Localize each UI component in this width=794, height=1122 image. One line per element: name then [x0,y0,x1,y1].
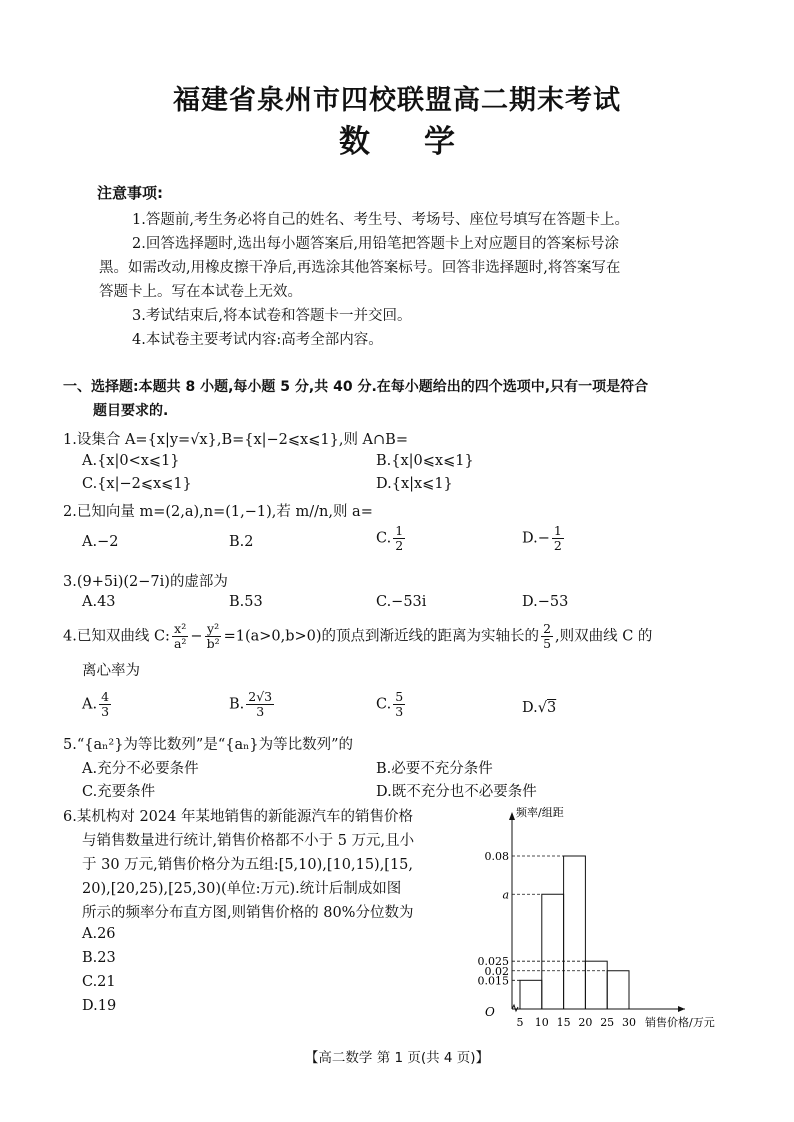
q4-f2-num: y² [207,621,220,636]
y-tick-label: 0.08 [484,850,509,863]
x-tick-label: 30 [622,1016,636,1029]
x-axis-label: 销售价格/万元 [645,1016,715,1029]
q2-c-fraction [393,524,405,553]
q4-b-fraction [246,690,274,719]
y-tick-label: 0.025 [477,955,509,969]
q4-fraction-x [172,622,188,651]
q4-c-num: 5 [395,689,404,704]
q4-f3-den: 5 [543,636,552,651]
q4-fraction-ratio [541,622,553,651]
frequency-histogram [455,798,745,1030]
q2-option-b: B.2 [229,534,254,550]
q6-line-5: 所示的频率分布直方图,则销售价格的 80%分位数为 [82,905,414,921]
q4-option-c [376,690,407,719]
x-tick-label: 25 [600,1016,615,1029]
q3-option-c: C.−53i [376,594,427,610]
q4-f1-num: x² [174,621,187,636]
section-1-heading-cont: 题目要求的. [93,403,169,419]
q3-stem: 3.(9+5i)(2−7i)的虚部为 [63,574,228,590]
q2-c-den: 2 [395,538,404,553]
notice-item-1: 1.答题前,考生务必将自己的姓名、考生号、考场号、座位号填写在答题卡上。 [132,212,629,228]
q4-option-a [82,690,113,719]
y-axis-label: 频率/组距 [516,806,564,819]
notice-item-2-line-3: 答题卡上。写在本试卷上无效。 [99,284,302,300]
q4-f2-den: b² [206,636,220,651]
q1-option-a: A.{x|0<x⩽1} [82,453,180,469]
q1-option-c: C.{x|−2⩽x⩽1} [82,476,192,492]
q2-option-d [522,524,566,553]
q4-fraction-y [205,622,222,651]
histogram-bar [564,856,586,1009]
q4-d-label: D. [522,700,538,716]
q5-option-a: A.充分不必要条件 [82,761,199,777]
q6-line-1: 6.某机构对 2024 年某地销售的新能源汽车的销售价格 [63,809,413,825]
x-tick-label: 10 [534,1016,549,1029]
axis-break [512,1005,518,1011]
q3-option-b: B.53 [229,594,263,610]
x-axis-arrow [678,1006,685,1012]
y-axis-arrow [509,812,515,820]
q4-a-num: 4 [101,689,110,704]
q1-option-b: B.{x|0⩽x⩽1} [376,453,474,469]
q5-stem: 5.“{aₙ²}为等比数列”是“{aₙ}为等比数列”的 [63,737,354,753]
notice-item-3: 3.考试结束后,将本试卷和答题卡一并交回。 [132,308,412,324]
q2-option-c [376,524,407,553]
q4-b-num: 2√3 [248,689,273,704]
q2-d-label: D.− [522,530,550,547]
exam-title: 福建省泉州市四校联盟高二期末考试 [173,85,621,116]
q4-option-d [522,700,556,716]
q6-option-c: C.21 [82,974,116,990]
section-1-heading: 一、选择题:本题共 8 小题,每小题 5 分,共 40 分.在每小题给出的四个选项中,只有一项是符合 [63,379,649,395]
q3-option-a: A.43 [82,594,116,610]
q6-line-2: 与销售数量进行统计,销售价格都不小于 5 万元,且小 [82,833,415,849]
q4-c-fraction [393,690,405,719]
q4-minus: − [190,628,203,645]
x-tick-label: 15 [556,1016,571,1029]
x-tick-label: 5 [516,1016,524,1029]
histogram-bar [607,971,629,1009]
histogram-bar [542,894,564,1009]
q6-option-b: B.23 [82,950,116,966]
q4-a-fraction [99,690,111,719]
q4-c-label: C. [376,696,392,713]
q6-line-4: 20),[20,25),[25,30)(单位:万元).统计后制成如图 [82,881,402,897]
q5-option-c: C.充要条件 [82,784,156,800]
q4-stem [63,622,652,651]
q4-f3-num: 2 [543,621,552,636]
q4-f1-den: a² [173,636,187,651]
q2-d-num: 1 [553,523,562,538]
q4-d-radicand: 3 [546,700,557,716]
q2-option-a: A.−2 [82,534,119,550]
q1-stem: 1.设集合 A={x|y=√x},B={x|−2⩽x⩽1},则 A∩B= [63,432,408,448]
y-tick-label: 0.02 [484,964,509,978]
q6-option-a: A.26 [82,926,116,942]
q4-stem-line-2: 离心率为 [82,663,140,679]
q4-stem-a: 4.已知双曲线 C: [63,628,170,645]
q4-b-den: 3 [256,704,265,719]
q4-a-den: 3 [101,704,110,719]
q2-c-num: 1 [395,523,404,538]
q2-stem: 2.已知向量 m=(2,a),n=(1,−1),若 m//n,则 a= [63,504,373,520]
q4-b-label: B. [229,696,245,713]
q2-c-label: C. [376,530,392,547]
q2-d-fraction [552,524,564,553]
q6-option-d: D.19 [82,998,117,1014]
y-tick-label: a [502,888,509,902]
q4-stem-b: =1(a>0,b>0)的顶点到渐近线的距离为实轴长的 [223,628,540,645]
x-tick-label: 20 [578,1016,593,1029]
q5-option-d: D.既不充分也不必要条件 [376,784,537,800]
histogram-bar [520,980,542,1009]
q4-a-label: A. [82,696,98,713]
subject-title: 数学 [339,124,509,160]
page-footer: 【高二数学 第 1 页(共 4 页)】 [304,1050,490,1066]
origin-label: O [485,1005,495,1019]
q4-c-den: 3 [395,704,404,719]
q6-line-3: 于 30 万元,销售价格分为五组:[5,10),[10,15),[15, [82,857,414,873]
q4-option-b [229,690,276,719]
notice-item-2-line-1: 2.回答选择题时,选出每小题答案后,用铅笔把答题卡上对应题目的答案标号涂 [132,236,620,252]
q4-d-sqrt-sign: √ [537,700,547,716]
histogram-bar [585,961,607,1009]
q1-option-d: D.{x|x⩽1} [376,476,453,492]
q4-stem-c: ,则双曲线 C 的 [555,628,653,645]
q5-option-b: B.必要不充分条件 [376,761,493,777]
notice-heading: 注意事项: [97,184,163,202]
y-tick-label: 0.015 [477,974,509,988]
q3-option-d: D.−53 [522,594,569,610]
notice-item-4: 4.本试卷主要考试内容:高考全部内容。 [132,332,383,348]
q2-d-den: 2 [553,538,562,553]
notice-item-2-line-2: 黑。如需改动,用橡皮擦干净后,再选涂其他答案标号。回答非选择题时,将答案写在 [99,260,621,276]
